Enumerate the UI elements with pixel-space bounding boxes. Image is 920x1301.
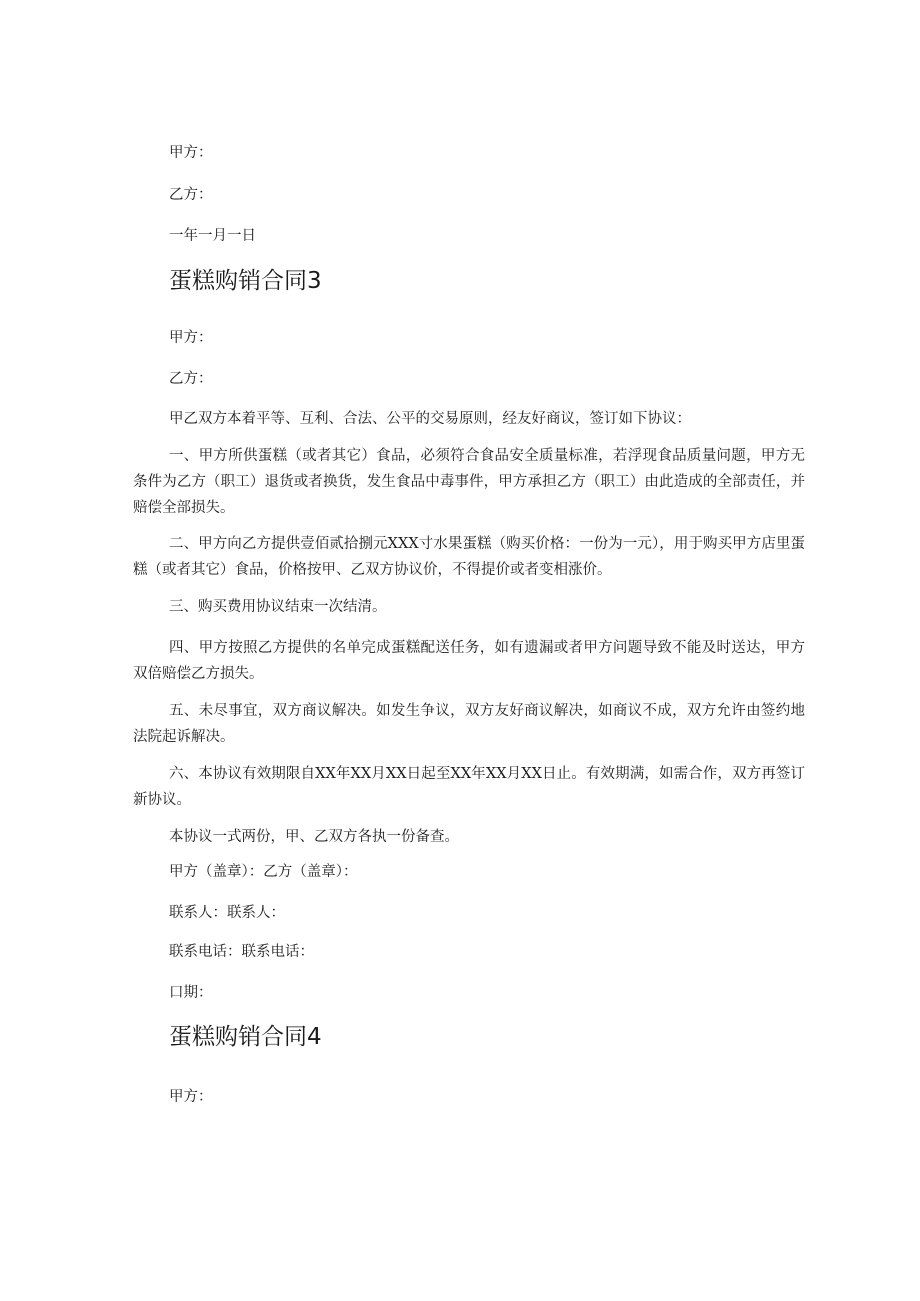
- contract3-clause-1: 一、甲方所供蛋糕（或者其它）食品，必须符合食品安全质量标准，若浮现食品质量问题，甲方无条件为乙方（职工）退货或者换货，发生食品中毒事件，甲方承担乙方（职工）由此造成的全部责任，并赔偿全部损失。: [133, 448, 805, 516]
- contract3-contacts: 联系人：联系人：: [169, 905, 285, 921]
- contract3-party-a: 甲方：: [169, 330, 213, 346]
- section1-party-b: 乙方：: [169, 187, 213, 203]
- contract3-date: 口期：: [169, 985, 213, 1001]
- contract3-clause-3: 三、购买费用协议结束一次结清。: [169, 599, 387, 615]
- contract3-clause-2: 二、甲方向乙方提供壹佰贰拾捌元XXX寸水果蛋糕（购买价格：一份为一元），用于购买甲方店里蛋糕（或者其它）食品，价格按甲、乙双方协议价，不得提价或者变相涨价。: [133, 536, 805, 578]
- contract3-seals: 甲方（盖章）：乙方（盖章）：: [169, 864, 358, 880]
- contract3-clause-4: 四、甲方按照乙方提供的名单完成蛋糕配送任务，如有遗漏或者甲方问题导致不能及时送达，甲方双倍赔偿乙方损失。: [133, 640, 805, 682]
- contract3-copies: 本协议一式两份，甲、乙双方各执一份备查。: [169, 829, 459, 845]
- contract3-phones: 联系电话：联系电话：: [169, 944, 314, 960]
- contract3-clause-5: 五、未尽事宜，双方商议解决。如发生争议，双方友好商议解决，如商议不成，双方允许由签约地法院起诉解决。: [133, 703, 805, 745]
- contract3-title: 蛋糕购销合同3: [169, 268, 322, 294]
- section1-date: 一年一月一日: [169, 228, 256, 244]
- contract3-party-b: 乙方：: [169, 371, 213, 387]
- contract3-clause-6: 六、本协议有效期限自XX年XX月XX日起至XX年XX月XX日止。有效期满，如需合作，双方再签订新协议。: [133, 766, 805, 808]
- section1-party-a: 甲方：: [169, 145, 213, 161]
- contract4-title: 蛋糕购销合同4: [169, 1024, 322, 1050]
- contract3-intro: 甲乙双方本着平等、互利、合法、公平的交易原则，经友好商议，签订如下协议：: [169, 411, 691, 427]
- contract4-party-a: 甲方：: [169, 1089, 213, 1105]
